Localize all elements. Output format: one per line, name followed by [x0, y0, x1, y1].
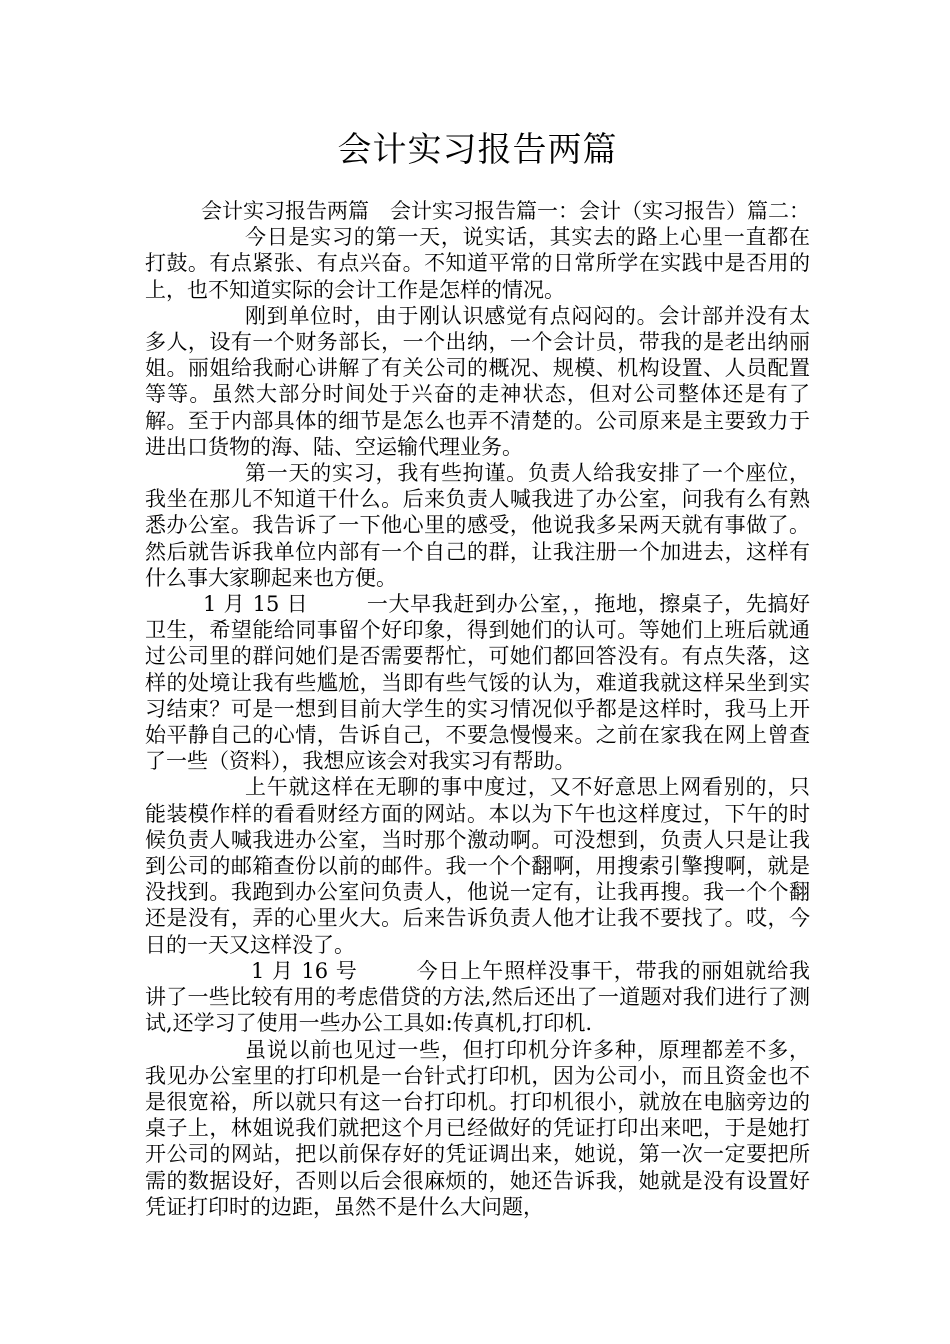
intro-paragraph: 会计实习报告两篇 会计实习报告篇一：会计（实习报告）篇二： — [201, 199, 810, 223]
document-title: 会计实习报告两篇 — [337, 130, 618, 170]
jan-15-text: 一大早我赶到办公室，，拖地，擦桌子，先搞好卫生，希望能给同事留个好印象，得到她们的认可。等她们上班后就通过公司里的群问她们是否需要帮忙，可她们都回答没有。有点失落，这样的处境让我有些尴尬，当即有些气馁的认为，难道我就这样呆坐到实习结束？可是一想到目前大学生的实习情况似乎都是这样时，我马上开始平静自己的心情，告诉自己，不要急慢慢来。之前在家我在网上曾查了一些（资料），我想应该会对我实习有帮助。 — [145, 592, 811, 774]
paragraph-first-internship: 第一天的实习，我有些拘谨。负责人给我安排了一个座位，我坐在那儿不知道干什么。后来负责人喊我进了办公室，问我有么有熟悉办公室。我告诉了一下他心里的感受，他说我多呆两天就有事做了。然后就告诉我单位内部有一个自己的群，让我注册一个加进去，这样有什么事大家聊起来也方便。 — [145, 461, 810, 590]
date-jan-16: 1 月 16 号 — [251, 958, 358, 983]
paragraph-morning: 上午就这样在无聊的事中度过，又不好意思上网看别的，只能装模作样的看看财经方面的网站。本以为下午也这样度过，下午的时候负责人喊我进办公室，当时那个激动啊。可没想到，负责人只是让我到公司的邮箱查份以前的邮件。我一个个翻啊，用搜索引擎搜啊，就是没找到。我跑到办公室问负责人，他说一定有，让我再搜。我一个个翻还是没有，弄的心里火大。后来告诉负责人他才让我不要找了。哎，今日的一天又这样没了。 — [145, 775, 810, 957]
jan-16-text: 今日上午照样没事干，带我的丽姐就给我讲了一些比较有用的考虑借贷的方法,然后还出了一道题对我们进行了测试,还学习了使用一些办公工具如:传真机,打印机. — [145, 958, 811, 1036]
paragraph-printer: 虽说以前也见过一些，但打印机分许多种，原理都差不多，我见办公室里的打印机是一台针式打印机，因为公司小，而且资金也不是很宽裕，所以就只有这一台打印机。打印机很小，就放在电脑旁边的桌子上，林姐说我们就把这个月已经做好的凭证打印出来吧，于是她打开公司的网站，把以前保存好的凭证调出来，她说，第一次一定要把所需的数据设好，否则以后会很麻烦的，她还告诉我，她就是没有设置好凭证打印时的边距，虽然不是什么大问题， — [145, 1037, 810, 1219]
paragraph-jan-16 — [145, 958, 810, 1037]
paragraph-arrival: 刚到单位时，由于刚认识感觉有点闷闷的。会计部并没有太多人，设有一个财务部长，一个出纳，一个会计员，带我的是老出纳丽姐。丽姐给我耐心讲解了有关公司的概况、规模、机构设置、人员配置等等。虽然大部分时间处于兴奋的走神状态，但对公司整体还是有了解。至于内部具体的细节是怎么也弄不清楚的。公司原来是主要致力于进出口货物的海、陆、空运输代理业务。 — [145, 303, 810, 459]
date-jan-15: 1 月 15 日 — [203, 592, 309, 617]
paragraph-jan-15 — [145, 591, 810, 774]
document-body — [145, 198, 810, 1220]
paragraph-first-day: 今日是实习的第一天，说实话，其实去的路上心里一直都在打鼓。有点紧张、有点兴奋。不知道平常的日常所学在实践中是否用的上，也不知道实际的会计工作是怎样的情况。 — [145, 225, 810, 302]
